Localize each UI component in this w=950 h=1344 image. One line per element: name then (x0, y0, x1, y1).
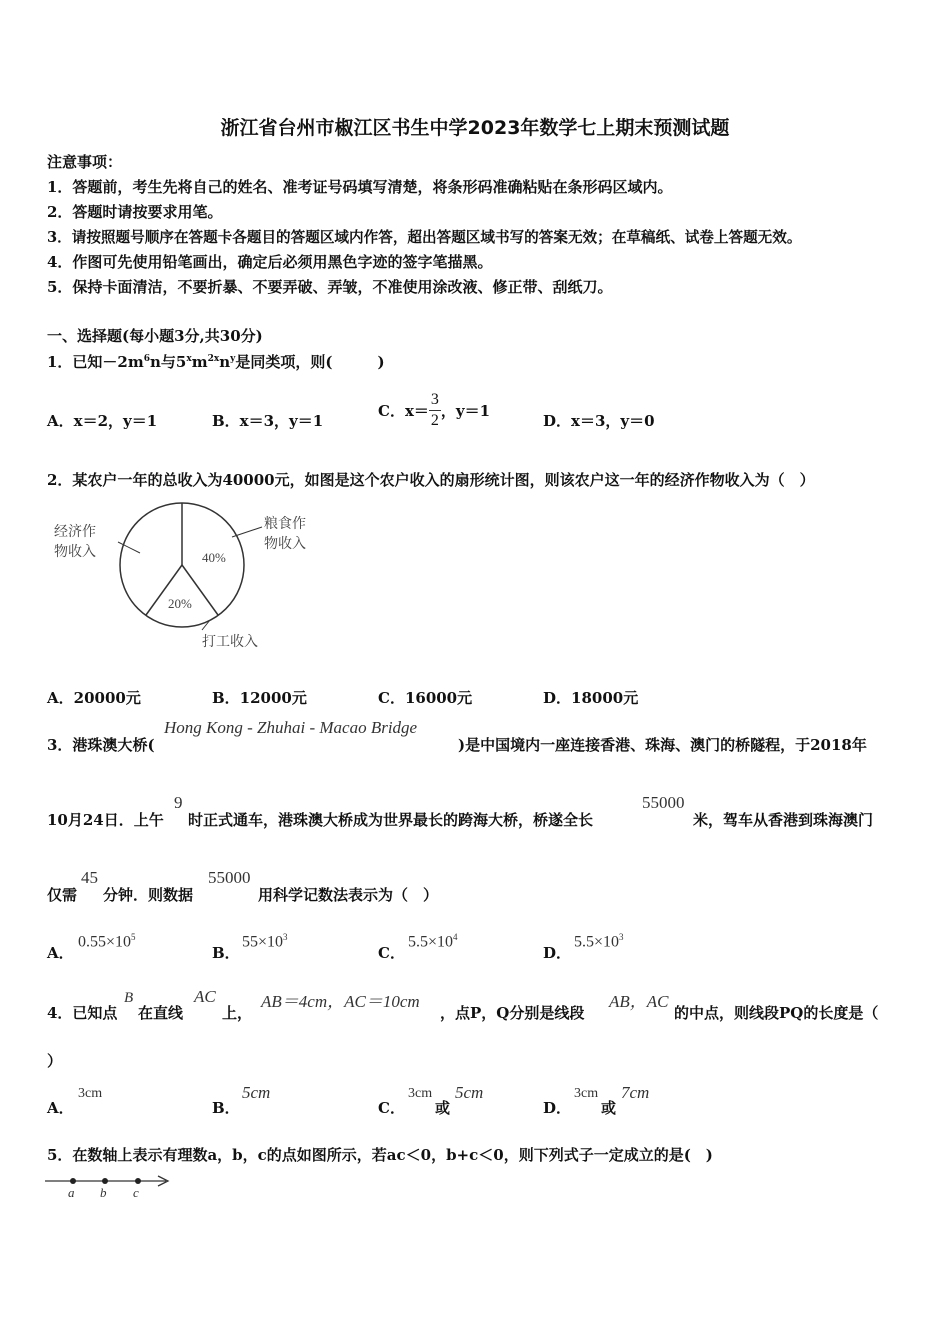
point-b-label: b (100, 1185, 107, 1200)
time-value: 9 (174, 793, 183, 812)
segments: AB，AC (609, 992, 669, 1011)
pie-chart (40, 500, 330, 660)
q3-option-b: $55\times 10^3$ (242, 932, 288, 951)
section-heading: 一、选择题(每小题3分,共30分) (47, 327, 263, 345)
notice-item: 3．请按照题号顺序在答题卡各题目的答题区域内作答，超出答题区域书写的答案无效；在草稿纸、试卷上答题无效。 (47, 229, 802, 246)
q4-option-d-or: 或 (601, 1099, 617, 1117)
slice-label-grain: 物收入 (264, 536, 306, 552)
question-4-part6: ） (47, 1052, 63, 1070)
notice-item: 5．保持卡面清洁，不要折暴、不要弄破、弄皱，不准使用涂改液、修正带、刮纸刀。 (47, 278, 613, 296)
number-line (42, 1170, 177, 1204)
question-3-line2b: 时正式通车，港珠澳大桥成为世界最长的跨海大桥，桥遂全长 (188, 811, 594, 829)
question-4-part1: 4．已知点 (47, 1004, 118, 1022)
question-3-line3b: 分钟．则数据 (103, 886, 194, 904)
q4-option-a: 3cm (78, 1086, 103, 1101)
q2-option-d: D．18000元 (543, 689, 639, 707)
q4-option-d-v1: 3cm (574, 1086, 599, 1101)
line-ac: AC (194, 987, 216, 1006)
question-4-part5: 的中点，则线段PQ的长度是（ (674, 1004, 879, 1022)
bridge-name: Hong Kong - Zhuhai - Macao Bridge (164, 718, 418, 737)
q1-option-c: C．x＝ $\frac{3}{2}$ ，y＝1 (378, 390, 491, 429)
question-2: 2．某农户一年的总收入为40000元，如图是这个农户收入的扇形统计图，则该农户这一年的经济作物收入为（ ） (47, 471, 815, 489)
q2-option-a: A．20000元 (47, 689, 141, 707)
q1-option-b: B．x＝3，y＝1 (212, 412, 324, 430)
question-3-line3c: 用科学记数法表示为（ ） (258, 886, 439, 904)
q3-option-a-label: A． (47, 944, 74, 962)
point-b: B (124, 990, 134, 1006)
slice-label-econ: 物收入 (54, 544, 96, 560)
question-3-line2a: 10月24日．上午 (47, 811, 164, 829)
slice-pct-20: 20% (168, 596, 192, 611)
notice-item: 4．作图可先使用铅笔画出，确定后必须用黑色字迹的签字笔描黑。 (47, 253, 493, 271)
q3-option-a: $0.55\times 10^5$ (78, 932, 136, 951)
q4-option-c-label: C． (378, 1099, 405, 1117)
q1-option-a: A．x＝2，y＝1 (47, 412, 158, 430)
q4-option-c-v2: 5cm (455, 1083, 484, 1102)
q4-option-c-v1: 3cm (408, 1086, 433, 1101)
q1-option-d: D．x＝3，y＝0 (543, 412, 655, 430)
question-4-part4: ，点P，Q分别是线段 (440, 1004, 585, 1022)
notice-item: 2．答题时请按要求用笔。 (47, 203, 223, 221)
q4-option-b: 5cm (242, 1083, 271, 1102)
point-a-label: a (68, 1185, 75, 1200)
slice-label-econ: 经济作 (54, 524, 96, 540)
leader-line (232, 527, 262, 537)
q3-option-d: $5.5\times 10^3$ (574, 932, 624, 951)
q4-option-d-v2: 7cm (621, 1083, 650, 1102)
question-3-line3a: 仅需 (47, 886, 78, 904)
q3-option-c-label: C． (378, 944, 405, 962)
q2-option-c: C．16000元 (378, 689, 473, 707)
q2-option-b: B．12000元 (212, 689, 307, 707)
notice-item: 1．答题前，考生先将自己的姓名、准考证号码填写清楚，将条形码准确粘贴在条形码区域内。 (47, 178, 673, 196)
q3-option-c: $5.5\times 10^4$ (408, 932, 458, 951)
question-4-part3: 上， (222, 1004, 253, 1022)
q3-option-b-label: B． (212, 944, 240, 962)
slice-pct-40: 40% (202, 550, 226, 565)
question-5: 5．在数轴上表示有理数a，b，c的点如图所示，若ac＜0，b+c＜0，则下列式子一定成立的是( ) (47, 1146, 713, 1164)
point-b-dot (102, 1178, 108, 1184)
q4-option-a-label: A． (47, 1099, 74, 1117)
length-condition: AB＝4cm，AC＝10cm (261, 992, 420, 1011)
q3-option-d-label: D． (543, 944, 572, 962)
question-4-part2: 在直线 (138, 1004, 184, 1022)
q4-option-d-label: D． (543, 1099, 572, 1117)
page-title: 浙江省台州市椒江区书生中学2023年数学七上期末预测试题 (220, 117, 730, 139)
slice-label-work: 打工收入 (202, 634, 258, 650)
q4-option-b-label: B． (212, 1099, 240, 1117)
notice-heading: 注意事项： (47, 153, 123, 171)
length-value: 55000 (642, 793, 685, 812)
slice-label-grain: 粮食作 (264, 516, 306, 532)
question-1: 1．已知$-2m^6n$与$5^xm^{2x}n^y$是同类项，则( ) (47, 353, 385, 371)
point-c-dot (135, 1178, 141, 1184)
fraction: $\frac{3}{2}$ (430, 390, 439, 429)
question-3-line2c: 米，驾车从香港到珠海澳门 (693, 811, 874, 829)
question-3-line1b: )是中国境内一座连接香港、珠海、澳门的桥隧程，于2018年 (458, 736, 867, 754)
point-c-label: c (133, 1185, 139, 1200)
question-3-line1a: 3．港珠澳大桥( (47, 736, 155, 754)
point-a-dot (70, 1178, 76, 1184)
data-value: 55000 (208, 868, 251, 887)
minutes-value: 45 (81, 868, 98, 887)
q4-option-c-or: 或 (435, 1099, 451, 1117)
